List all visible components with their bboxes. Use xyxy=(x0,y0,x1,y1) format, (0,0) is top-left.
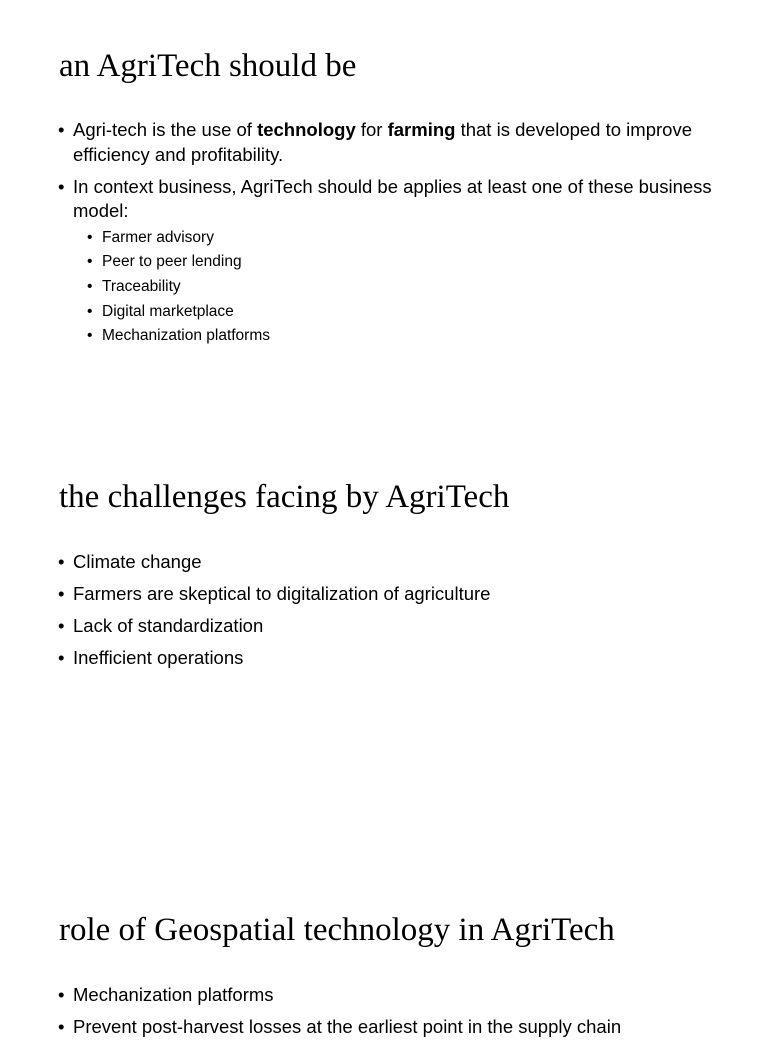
slide-title: the challenges facing by AgriTech xyxy=(59,479,510,515)
bullet-list xyxy=(58,983,738,1047)
bullet-item: • Lack of standardization xyxy=(58,614,738,639)
bullet-text: Agri-tech is the use of xyxy=(73,119,258,140)
bullet-text: for xyxy=(355,119,388,140)
sub-bullet-item: • Digital marketplace xyxy=(87,300,738,325)
bullet-item: • Mechanization platforms xyxy=(58,983,738,1008)
bullet-text: that is developed to improve efficiency and profitability. xyxy=(73,119,692,165)
bullet-text-bold: farming xyxy=(387,119,456,140)
sub-bullet-item: • Farmer advisory xyxy=(87,226,738,251)
bullet-item: • Prevent post-harvest losses at the earliest point in the supply chain xyxy=(58,1015,738,1040)
slide-title: an AgriTech should be xyxy=(59,48,357,84)
sub-bullet-item: • Peer to peer lending xyxy=(87,250,738,275)
bullet-item: • Inefficient operations xyxy=(58,646,738,671)
sub-bullet-item: • Traceability xyxy=(87,275,738,300)
bullet-text: In context business, AgriTech should be applies at least one of these business model: xyxy=(73,175,712,221)
bullet-text-bold: technology xyxy=(257,119,356,140)
bullet-item: • Farmers are skeptical to digitalization of agriculture xyxy=(58,582,738,607)
bullet-item: • Climate change xyxy=(58,550,738,575)
sub-bullet-item: • Mechanization platforms xyxy=(87,324,738,349)
slide-title: role of Geospatial technology in AgriTech xyxy=(59,912,615,948)
